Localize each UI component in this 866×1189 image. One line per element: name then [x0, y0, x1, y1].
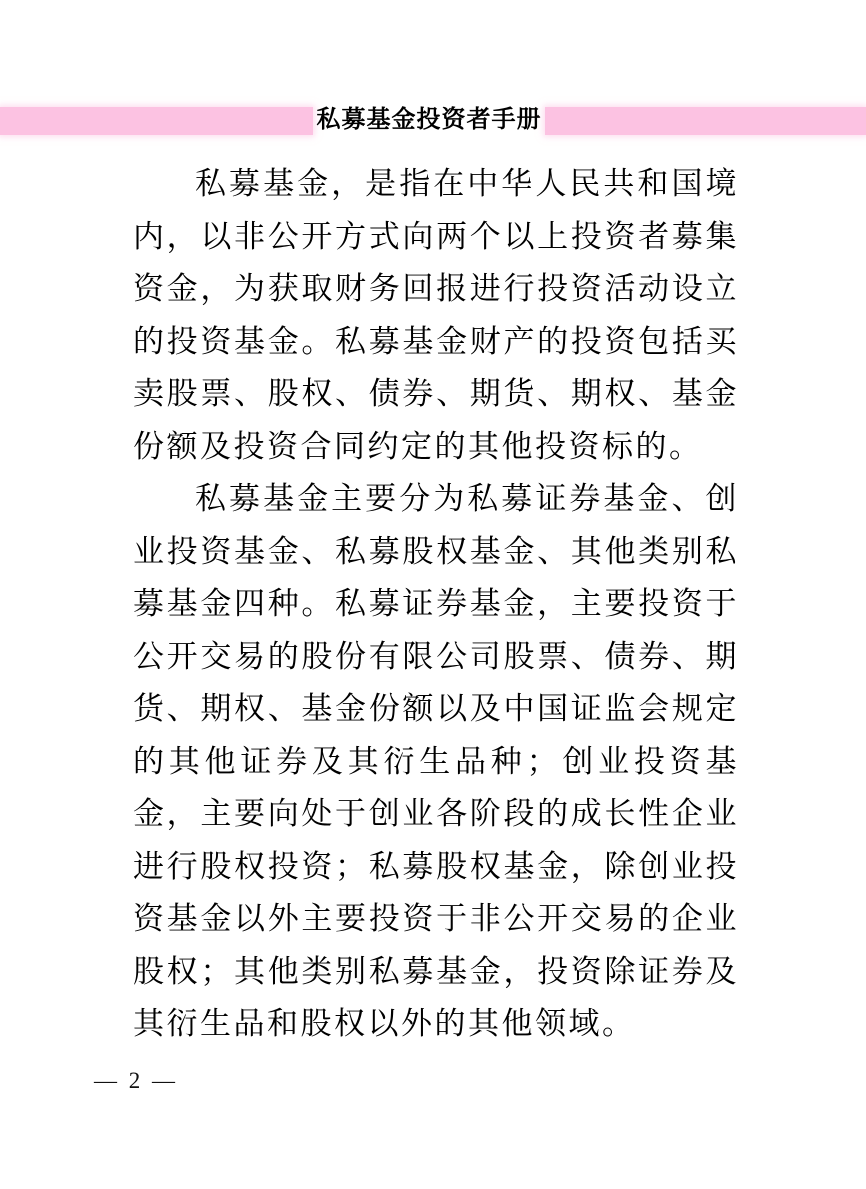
header-rule-right	[545, 107, 866, 135]
body-text	[133, 158, 739, 1051]
paragraph: 私募基金，是指在中华人民共和国境内，以非公开方式向两个以上投资者募集资金，为获取财务回报进行投资活动设立的投资基金。私募基金财产的投资包括买卖股票、股权、债券、期货、期权、基金份额及投资合同约定的其他投资标的。	[133, 166, 739, 464]
running-head-title: 私募基金投资者手册	[316, 106, 542, 133]
header-rule-left	[0, 107, 313, 135]
page-number: — 2 —	[94, 1068, 178, 1093]
paragraph: 私募基金主要分为私募证券基金、创业投资基金、私募股权基金、其他类别私募基金四种。私募证券基金，主要投资于公开交易的股份有限公司股票、债券、期货、期权、基金份额以及中国证监会规定的其他证券及其衍生品种；创业投资基金，主要向处于创业各阶段的成长性企业进行股权投资；私募股权基金，除创业投资基金以外主要投资于非公开交易的企业股权；其他类别私募基金，投资除证券及其衍生品和股权以外的其他领域。	[133, 481, 739, 1041]
